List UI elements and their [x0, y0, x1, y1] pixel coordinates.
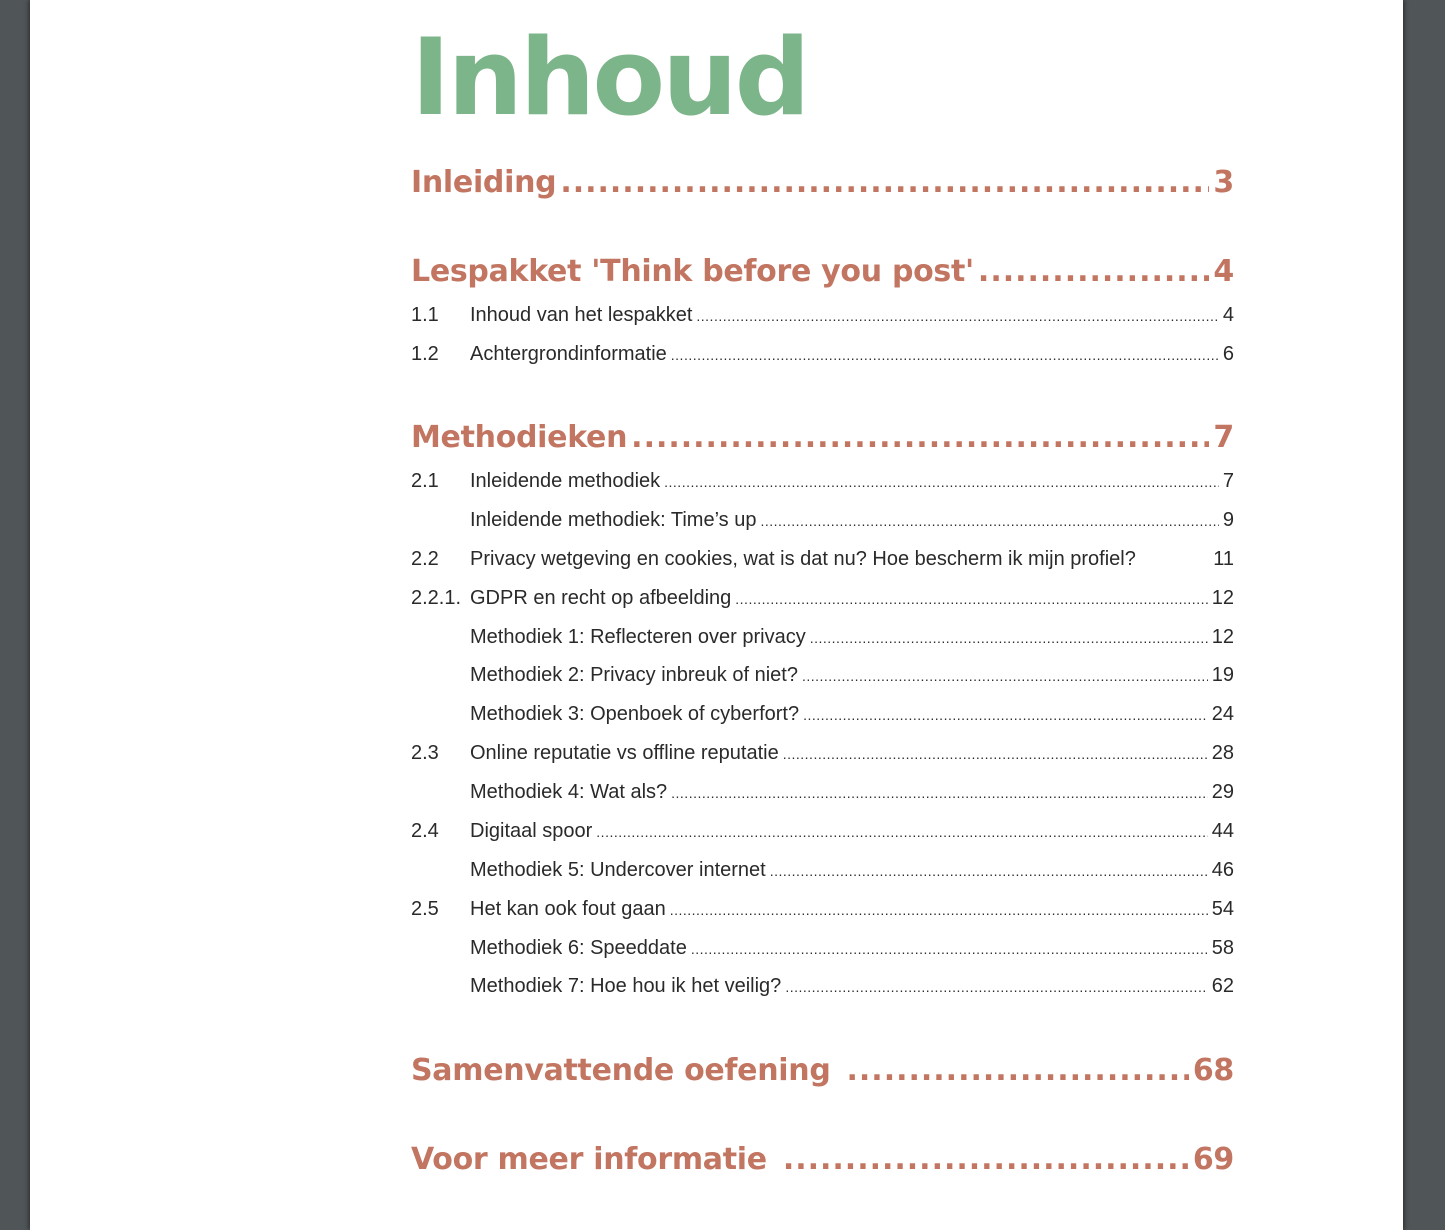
toc-entry-voor-meer-informatie[interactable] [411, 1140, 1234, 1180]
toc-leader [631, 418, 1209, 458]
toc-entry-2-4[interactable] [411, 817, 1234, 846]
toc-leader [670, 895, 1208, 924]
toc-label: Inleiding [411, 165, 557, 200]
toc-page-number: 29 [1211, 781, 1234, 803]
document-page [30, 0, 1403, 1230]
toc-section-number: 1.1 [411, 304, 439, 326]
toc-leader [735, 584, 1207, 613]
toc-section-number: 2.1 [411, 470, 439, 492]
toc-entry-methodiek-1[interactable] [411, 623, 1234, 652]
toc-page-number: 19 [1211, 664, 1234, 686]
toc-page-number: 7 [1213, 420, 1234, 455]
toc-section-number: 2.2.1. [411, 587, 462, 609]
toc-entry-1-1[interactable] [411, 301, 1234, 330]
toc-page-number: 46 [1211, 859, 1234, 881]
toc-page-number: 62 [1211, 975, 1234, 997]
toc-label: Methodiek 5: Undercover internet [470, 859, 766, 881]
toc-entry-methodiek-2[interactable] [411, 661, 1234, 690]
toc-entry-2-2[interactable] [411, 545, 1234, 574]
toc-label: Digitaal spoor [470, 820, 593, 842]
toc-label: Methodiek 3: Openboek of cyberfort? [470, 703, 800, 725]
toc-entry-2-2-1[interactable] [411, 584, 1234, 613]
toc-page-number: 69 [1192, 1142, 1234, 1177]
toc-leader [596, 817, 1207, 846]
toc-label: Voor meer informatie [411, 1142, 767, 1177]
toc-entry-methodiek-4[interactable] [411, 778, 1234, 807]
toc-label: Inleidende methodiek [470, 470, 661, 492]
toc-label: Lespakket 'Think before you post' [411, 254, 974, 289]
toc-leader [691, 934, 1208, 963]
toc-entry-1-2[interactable] [411, 340, 1234, 369]
toc-leader [785, 972, 1207, 1001]
toc-entry-methodiek-5[interactable] [411, 856, 1234, 885]
toc-label: Methodiek 7: Hoe hou ik het veilig? [470, 975, 782, 997]
toc-page-number: 12 [1211, 587, 1234, 609]
toc-entry-methodiek-7[interactable] [411, 972, 1234, 1001]
toc-entry-samenvattende-oefening[interactable] [411, 1051, 1234, 1091]
toc-page-number: 9 [1222, 509, 1234, 531]
toc-leader [783, 739, 1208, 768]
toc-label: Inleidende methodiek: Time’s up [470, 509, 757, 531]
toc-entry-inleiding[interactable] [411, 163, 1234, 203]
toc-leader [802, 661, 1208, 690]
toc-page-number: 68 [1192, 1053, 1234, 1088]
toc-label: Privacy wetgeving en cookies, wat is dat nu? Hoe bescherm ik mijn profiel? [470, 548, 1136, 570]
toc-entry-methodiek-6[interactable] [411, 934, 1234, 963]
toc-leader [664, 467, 1219, 496]
page-title: Inhoud [411, 16, 808, 139]
toc-entry-2-1-times-up[interactable] [411, 506, 1234, 535]
toc-leader [770, 856, 1208, 885]
toc-label: Inhoud van het lespakket [470, 304, 693, 326]
toc-entry-methodieken[interactable] [411, 418, 1234, 458]
toc-section-number: 2.5 [411, 898, 439, 920]
toc-label: Online reputatie vs offline reputatie [470, 742, 779, 764]
toc-leader [760, 506, 1218, 535]
toc-page-number: 12 [1211, 626, 1234, 648]
toc-label: Methodiek 1: Reflecteren over privacy [470, 626, 806, 648]
toc-page-number: 7 [1222, 470, 1234, 492]
toc-entry-lespakket[interactable] [411, 252, 1234, 292]
toc-leader [560, 163, 1209, 203]
toc-page-number: 11 [1213, 548, 1234, 570]
toc-label: Methodiek 6: Speeddate [470, 937, 687, 959]
toc-entry-methodiek-3[interactable] [411, 700, 1234, 729]
toc-entry-2-1[interactable] [411, 467, 1234, 496]
toc-label: GDPR en recht op afbeelding [470, 587, 732, 609]
toc-leader [783, 1140, 1189, 1180]
toc-page-number: 44 [1211, 820, 1234, 842]
toc-leader [803, 700, 1208, 729]
toc-label: Methodiek 2: Privacy inbreuk of niet? [470, 664, 798, 686]
toc-leader [978, 252, 1210, 292]
toc-label: Achtergrondinformatie [470, 343, 667, 365]
toc-section-number: 2.4 [411, 820, 439, 842]
toc-section-number: 2.2 [411, 548, 439, 570]
toc-page-number: 28 [1211, 742, 1234, 764]
toc-label: Methodiek 4: Wat als? [470, 781, 668, 803]
toc-entry-2-3[interactable] [411, 739, 1234, 768]
toc-section-number: 1.2 [411, 343, 439, 365]
toc-leader [810, 623, 1208, 652]
toc-leader [847, 1051, 1189, 1091]
toc-leader [696, 301, 1218, 330]
toc-label: Het kan ook fout gaan [470, 898, 666, 920]
toc-label: Methodieken [411, 420, 628, 455]
toc-label: Samenvattende oefening [411, 1053, 831, 1088]
toc-page-number: 6 [1222, 343, 1234, 365]
toc-section-number: 2.3 [411, 742, 439, 764]
toc-page-number: 58 [1211, 937, 1234, 959]
toc-page-number: 24 [1211, 703, 1234, 725]
toc-entry-2-5[interactable] [411, 895, 1234, 924]
toc-page-number: 3 [1213, 165, 1234, 200]
toc-page-number: 4 [1222, 304, 1234, 326]
toc-page-number: 54 [1211, 898, 1234, 920]
toc-leader [671, 778, 1208, 807]
toc-page-number: 4 [1213, 254, 1234, 289]
toc-leader [671, 340, 1219, 369]
